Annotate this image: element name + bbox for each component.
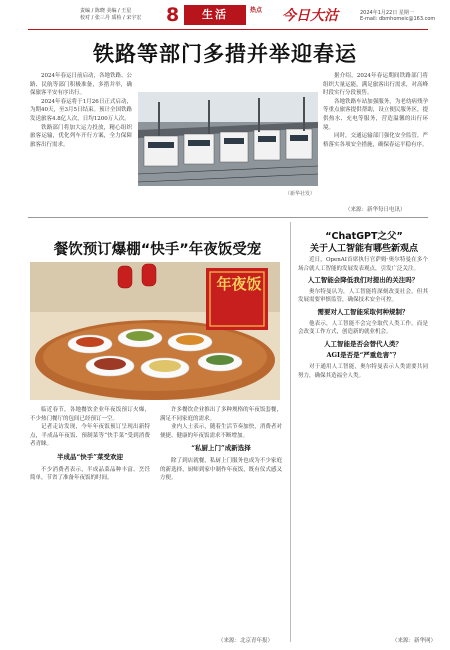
article3-subheading: 人工智能会降低我们对提出的关注吗？	[307, 276, 419, 285]
section-divider	[28, 217, 428, 218]
article3-headline: “ChatGPT之父”	[325, 231, 403, 242]
new-year-sign: 年夜饭	[216, 275, 262, 293]
edition-line: 责编 / 陈晓 美编 / 王星	[80, 8, 132, 14]
header-rule	[28, 29, 428, 30]
edition-line: 校对 / 张三丹 质检 / 宋宇宏	[80, 15, 142, 21]
contact-email: E-mail: dbmhomeic@163.com	[360, 16, 436, 22]
paragraph: 临近春节，各地餐饮企业年夜饭预订火爆，不少热门餐厅的包间已经预订一空。	[30, 407, 150, 422]
article2-column-1	[30, 406, 150, 636]
section-subtitle: 热点	[250, 7, 263, 14]
paragraph: 近日，OpenAI首席执行官萨姆·奥尔特曼在多个场合就人工智能的发展发表观点，引发广泛关注。	[298, 257, 428, 272]
article3-subheading: 人工智能是否会替代人类？	[324, 339, 402, 348]
article1-column-2	[323, 72, 428, 200]
paragraph: 许多餐饮企业推出了多种规格的年夜饭套餐，满足不同家庭的需求。	[160, 407, 282, 422]
article3-source: （来源：新华网）	[392, 638, 437, 644]
article2-column-2	[160, 406, 282, 626]
paragraph: 据介绍，2024年春运期间铁路部门将组织大量运能，满足旅客出行需求，对高峰时段实行分段预售。	[323, 73, 428, 97]
article3-subheadline: 关于人工智能有哪些新观点	[309, 244, 418, 254]
issue-date: 2024年1月22日 星期一	[360, 10, 414, 16]
paragraph: 铁路部门将加大运力投放，精心组织旅客运输，优化列车开行方案，全力保障旅客出行需求。	[30, 124, 132, 148]
paragraph: 业内人士表示，随着生活节奏加快，消费者对便捷、健康的年夜饭需求不断增加。	[160, 424, 282, 439]
article1-column-1	[30, 72, 132, 222]
paragraph: 他表示，人工智能不会完全取代人类工作，而是会改变工作方式，创造新的就业机会。	[298, 320, 428, 336]
paragraph: 同时，交通运输部门强化安全监管，严格落实各项安全措施，确保春运平稳有序。	[323, 133, 428, 148]
article1-source: （来源：新华每日电讯）	[345, 207, 406, 213]
article2-source: （来源：北京青年报）	[218, 638, 274, 644]
article3-subheading: AGI是否是“严重危害”？	[326, 351, 400, 360]
article2-headline: 餐饮预订爆棚“快手”年夜饭受宠	[53, 242, 262, 258]
newspaper-logo: 今日大沽	[282, 8, 338, 24]
header-right	[360, 9, 435, 22]
paragraph: 记者走访发现，今年年夜饭预订呈现出新特点，半成品年夜饭、预制菜等“快手菜”受到消费者青睐。	[30, 424, 150, 448]
train-station-photo	[138, 92, 318, 186]
page-number: 8	[166, 4, 180, 26]
article1-headline: 铁路等部门多措并举迎春运	[93, 42, 357, 66]
paragraph: 对于通用人工智能，奥尔特曼表示人类需要共同努力，确保其造福全人类。	[298, 363, 428, 379]
paragraph: 除了到店就餐，私厨上门服务也成为不少家庭的新选择，厨师到家中制作年夜饭，既有仪式感又方便。	[160, 457, 282, 482]
photo-caption: （新华社发）	[285, 191, 316, 197]
article2-subheading: 半成品“快手”菜受欢迎	[57, 452, 123, 461]
paragraph: 各地铁路车站加强服务，为老幼病残孕等重点旅客提供帮助，设立便民服务区，提供热水、充电等服务，营造温馨的出行环境。	[323, 98, 428, 131]
edition-info	[80, 8, 141, 22]
article3-column	[298, 256, 428, 632]
article3-subheading: 需要对人工智能采取何种规制？	[317, 307, 409, 316]
article2-subheading: “私厨上门”成新选择	[191, 444, 251, 453]
new-year-dinner-photo	[30, 262, 280, 400]
paragraph: 2024年春运将于1月26日正式启动，为期40天，至3月5日结束。预计全国铁路发送旅客4.8亿人次，日均1200万人次。	[30, 98, 132, 122]
paragraph: 奥尔特曼认为，人工智能将深刻改变社会，但其发展需要审慎监管，确保技术安全可控。	[298, 288, 428, 304]
paragraph: 不少消费者表示，半成品菜品种丰富、烹饪简单，节省了准备年夜饭的时间。	[30, 466, 150, 482]
column-divider	[290, 222, 291, 642]
paragraph: 2024年春运日前启动，各地铁路、公路、民航等部门积极准备，多措并举，确保旅客平安有序出行。	[30, 73, 132, 97]
section-title: 生活	[184, 5, 246, 25]
